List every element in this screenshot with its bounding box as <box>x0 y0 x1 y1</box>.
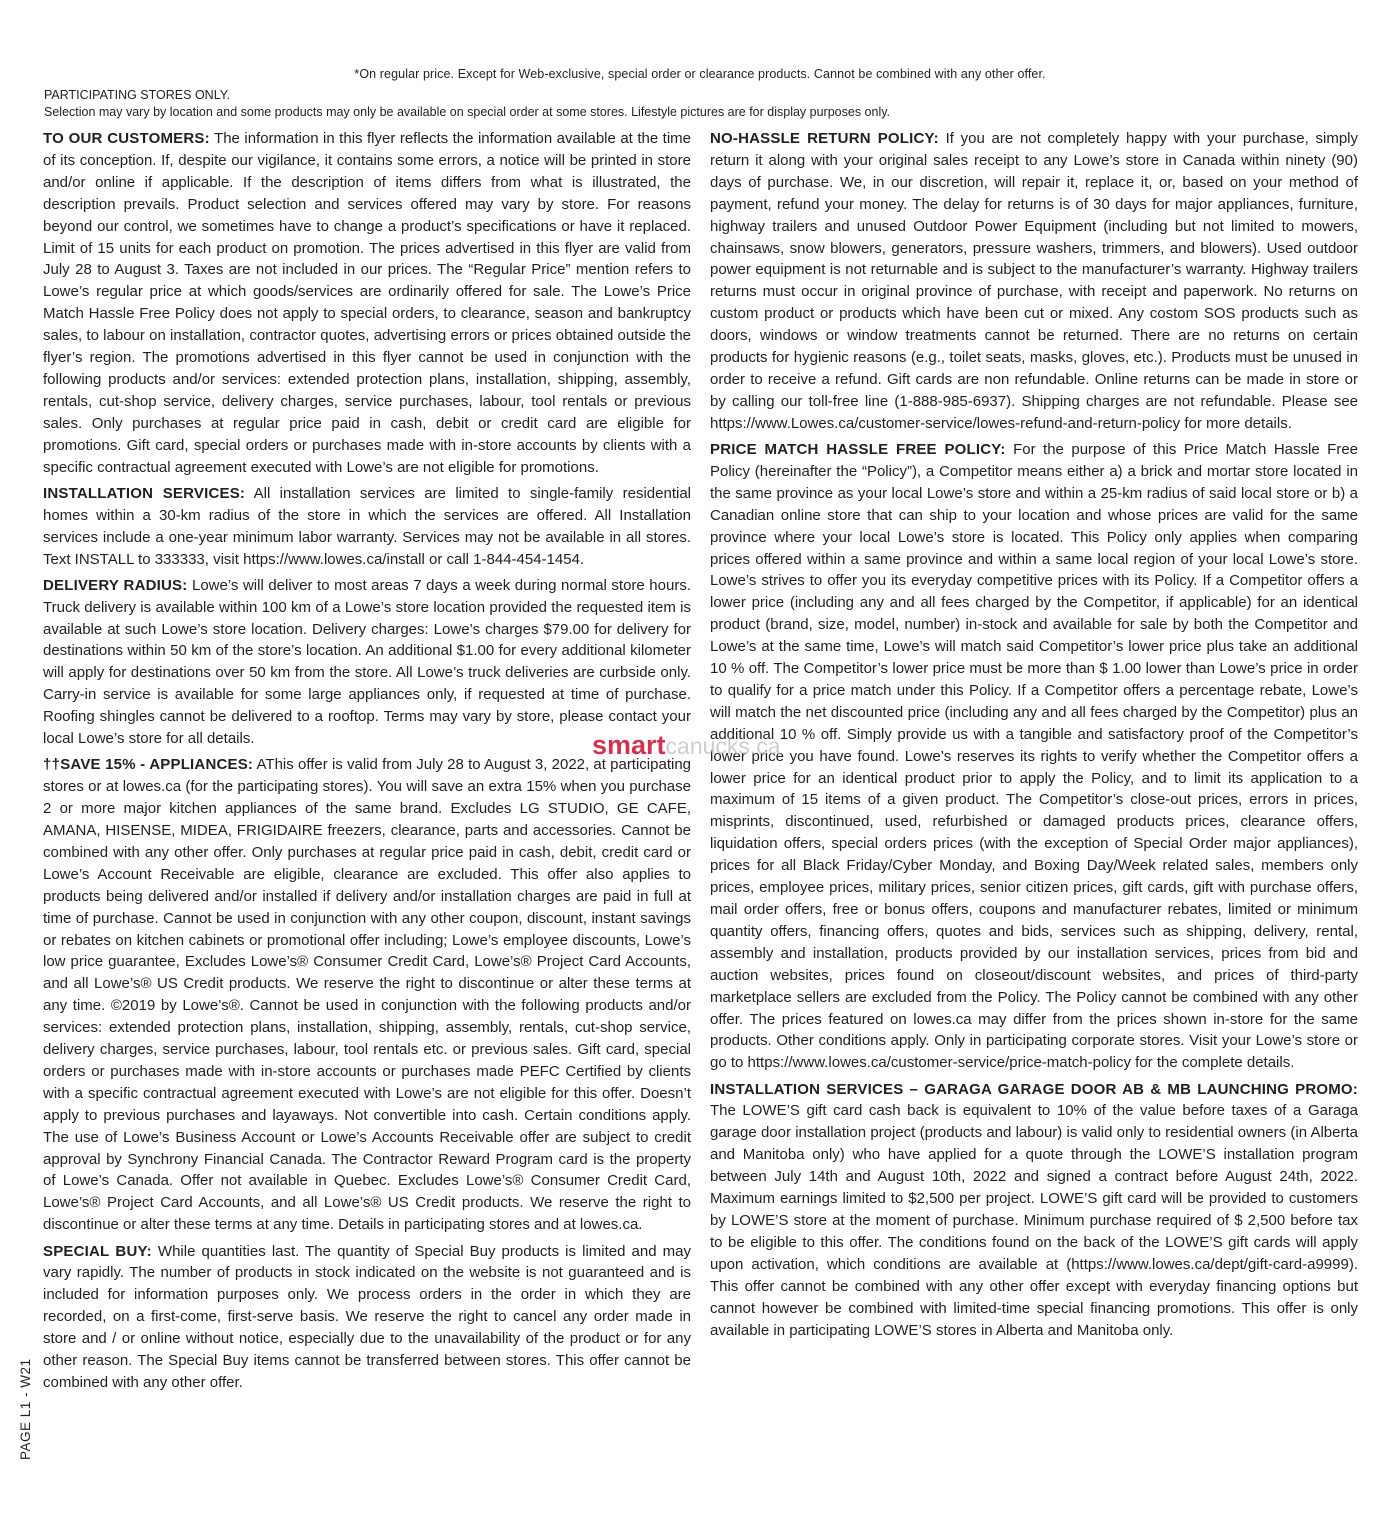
right-column <box>710 128 1358 1346</box>
regular-price-note: *On regular price. Except for Web-exclusive, special order or clearance products. Cannot be combined with any other offer. <box>354 67 1046 81</box>
left-column <box>43 128 691 1398</box>
section-heading: NO-HASSLE RETURN POLICY: <box>710 130 939 147</box>
to-our-customers-section <box>43 128 691 479</box>
section-body: AThis offer is valid from July 28 to August 3, 2022, at participating stores or at lowes.ca (for the participating stores). You will save an extra 15% when you purchase 2 or more major kitchen appliances of the same brand. Excludes LG STUDIO, GE CAFE, AMANA, HISENSE, MIDEA, FRIGIDAIRE freezers, clearance, parts and accessories. Cannot be combined with any other offer. Only purchases at regular price paid in cash, debit, credit card or Lowe’s Account Receivable are eligible, clearance are excluded. This offer also applies to products being delivered and/or installed if delivery and/or installation charges are paid in full at time of purchase. Cannot be used in conjunction with any other coupon, discount, instant savings or rebates on kitchen cabinets or promotional offer including; Lowe’s employee discounts, Lowe’s low price guarantee, Excludes Lowe’s® Consumer Credit Card, Lowe’s® Project Card Accounts, and all Lowe’s® US Credit products. We reserve the right to discontinue or alter these terms at any time. ©2019 by Lowe’s®. Cannot be used in conjunction with the following products and/or services: extended protection plans, installation, shipping, assembly, rentals, cut-shop service, delivery charges, service purchases, labour, tool rentals etc. or previous sales. Gift card, special orders or purchases made with in-store accounts or purchases made PEFC Certified by clients with a specific contractual agreement executed with Lowe’s are not eligible for this offer. Doesn’t apply to previous purchases and layaways. Not convertible into cash. Certain conditions apply. The use of Lowe’s Business Account or Lowe’s Accounts Receivable offer are subject to credit approval by Synchrony Financial Canada. The Contractor Reward Program card is the property of Lowe’s Canada. Offer not available in Quebec. Excludes Lowe’s® Consumer Credit Card, Lowe’s® Project Card Accounts, and all Lowe’s® US Credit products. We reserve the right to discontinue or alter these terms at any time. Details in participating stores and at lowes.ca. <box>43 756 692 1234</box>
section-body: For the purpose of this Price Match Hassle Free Policy (hereinafter the “Policy”), a Competitor means either a) a brick and mortar store located in the same province as your local Lowe’s store and within a 25-km radius of said local store or b) a Canadian online store that can ship to your location and whose prices are valid for the same province where your local Lowe’s store is located. This Policy only applies when comparing prices offered within a same province and within a same local region of your local Lowe’s store. Lowe’s strives to offer you its everyday competitive prices with its Policy. If a Competitor offers a lower price (including any and all fees charged by the Competitor, if applicable) for an identical product (brand, size, model, number) in-stock and available for sale by both the Competitor and Lowe’s at the same time, Lowe’s will match said Competitor’s lower price plus take an additional 10 % off. The Competitor’s lower price must be more than $ 1.00 lower than Lowe’s price in order to qualify for a price match under this Policy. If a Competitor offers a percentage rebate, Lowe’s will match the net discounted price (including any and all fees charged by the Competitor) plus an additional 10 % off. Simply provide us with a tangible and satisfactory proof of the Competitor’s lower price you have found. Lowe’s reserves its rights to verify whether the Competitor offers a lower price for an identical product prior to apply the Policy, and to limit its application to a maximum of 15 items of a given product. The Competitor’s close-out prices, errors in prices, misprints, discontinued, used, refurbished or damaged products prices, clearance offers, liquidation offers, special orders prices (with the exception of Special Order major appliances), prices for all Black Friday/Cyber Monday, and Boxing Day/Week related sales, members only prices, employee prices, military prices, senior citizen prices, gift cards, gift with purchase offers, mail order offers, free or bonus offers, coupons and manufacturer rebates, limited or minimum quantity offers, financing offers, quotes and bids, services such as shipping, delivery, rental, assembly and installation, products provided by our installation services, prices from bid and auction websites, prices found on closeout/discount websites, and prices of third-party marketplace sellers are excluded from the Policy. The Policy cannot be combined with any other offer. The prices featured on lowes.ca may differ from the prices shown in-store for the same products. Other conditions apply. Only in participating corporate stores. Visit your Lowe’s store or go to https://www.lowes.ca/customer-service/price-match-policy for the complete details. <box>710 440 1359 1072</box>
section-heading: INSTALLATION SERVICES – GARAGA GARAGE DOOR AB & MB LAUNCHING PROMO: <box>710 1080 1358 1098</box>
section-heading: SPECIAL BUY: <box>43 1242 152 1260</box>
section-body: The information in this flyer reflects the information available at the time of its conception. If, despite our vigilance, it contains some errors, a notice will be printed in store and/or online if applicable. If the description of items differs from what is illustrated, the description prevails. Product selection and services offered may vary by store. For reasons beyond our control, we sometimes have to change a product’s specifications or have it replaced. Limit of 15 units for each product on promotion. The prices advertised in this flyer are valid from July 28 to August 3. Taxes are not included in our prices. The “Regular Price” mention refers to Lowe’s regular price at which goods/services are ordinarily offered for sale. The Lowe’s Price Match Hassle Free Policy does not apply to special orders, to clearance, season and bankruptcy sales, to labour on installation, contractor quotes, advertising errors or prices obtained outside the flyer’s region. The promotions advertised in this flyer cannot be used in conjunction with the following products and/or services: extended protection plans, installation, shipping, assembly, rentals, cut-shop service, delivery charges, service purchases, labour, tool rentals or previous sales. Only purchases at regular price paid in cash, debit or credit card are eligible for promotions. Gift card, special orders or purchases made with in-store accounts by clients with a specific contractual agreement executed with Lowe’s are not eligible for promotions. <box>43 130 691 476</box>
return-policy-section <box>710 128 1358 435</box>
save-15-appliances-section <box>43 754 691 1236</box>
price-match-section <box>710 439 1358 1074</box>
section-body: The LOWE’S gift card cash back is equivalent to 10% of the value before taxes of a Garaga garage door installation project (products and labour) is valid only to residential owners (in Alberta and Manitoba only) who have applied for a quote through the LOWE’S installation program between July 14th and August 10th, 2022 and signed a contract before August 24th, 2022. Maximum earnings limited to $2,500 per project. LOWE’S gift card will be provided to customers by LOWE’S store at the moment of purchase. Minimum purchase required of $ 2,500 before tax to be eligible to this offer. The conditions found on the back of the LOWE’S gift cards will apply upon activation, which conditions are available at (https://www.lowes.ca/dept/gift-card-a9999). This offer cannot be combined with any other offer except with everyday financing options but cannot however be combined with limited-time special financing promotions. This offer is only available in participating LOWE’S stores in Alberta and Manitoba only. <box>710 1102 1358 1339</box>
section-heading: TO OUR CUSTOMERS: <box>43 130 210 147</box>
special-buy-section <box>43 1241 691 1394</box>
watermark-part-2: canucks.ca <box>665 733 781 759</box>
garaga-promo-section <box>710 1079 1358 1342</box>
participating-stores-note: PARTICIPATING STORES ONLY. <box>44 88 230 102</box>
watermark-part-1: smart <box>592 730 666 760</box>
page-code-label: PAGE L1 - W21 <box>18 1358 33 1460</box>
installation-services-section <box>43 483 691 571</box>
delivery-radius-section <box>43 575 691 750</box>
section-heading: INSTALLATION SERVICES: <box>43 484 246 502</box>
section-heading: DELIVERY RADIUS: <box>43 576 188 594</box>
section-heading: ††SAVE 15% - APPLIANCES: <box>43 756 254 774</box>
selection-note: Selection may vary by location and some products may only be available on special order at some stores. Lifestyle pictures are for display purposes only. <box>44 105 891 119</box>
section-body: Lowe’s will deliver to most areas 7 days a week during normal store hours. Truck delivery is available within 100 km of a Lowe’s store location provided the requested item is available at such Lowe’s store location. Delivery charges: Lowe’s charges $79.00 for delivery for destinations within 50 km of the store’s location. An additional $1.00 for every additional kilometer will apply for destinations over 50 km from the store. All Lowe’s truck deliveries are curbside only. Carry-in service is available for some large appliances only, if requested at time of purchase. Roofing shingles cannot be delivered to a rooftop. Terms may vary by store, please contact your local Lowe’s store for all details. <box>43 576 691 748</box>
section-body: All installation services are limited to single-family residential homes within a 30-km radius of the store in which the services are offered. All Installation services include a one-year minimum labor warranty. Services may not be available in all stores. Text INSTALL to 333333, visit https://www.lowes.ca/install or call 1-844-454-1454. <box>43 484 691 568</box>
section-heading: PRICE MATCH HASSLE FREE POLICY: <box>710 440 1006 458</box>
section-body: While quantities last. The quantity of Special Buy products is limited and may vary rapidly. The number of products in stock indicated on the website is not guaranteed and is included for information purposes only. We process orders in the order in which they are recorded, on a first-come, first-serve basis. We reserve the right to cancel any order made in store and / or online without notice, especially due to the unavailability of the product or for any other reason. The Special Buy items cannot be transferred between stores. This offer cannot be combined with any other offer. <box>43 1242 692 1391</box>
section-body: If you are not completely happy with your purchase, simply return it along with your original sales receipt to any Lowe’s store in Canada within ninety (90) days of purchase. We, in our discretion, will repair it, replace it, or, based on your method of payment, refund your money. The delay for returns is of 30 days for major appliances, furniture, highway trailers and unused Outdoor Power Equipment (including but not limited to mowers, chainsaws, snow blowers, generators, pressure washers, trimmers, and blowers). Used outdoor power equipment is not returnable and is subject to the manufacturer’s warranty. Highway trailers returns must occur in original province of purchase, with receipt and paperwork. No returns on custom product or products which have been cut or mixed. Any costom SOS products such as doors, windows or window treatments cannot be returned. There are no returns on certain products for hygienic reasons (e.g., toilet seats, masks, gloves, etc.). Products must be unused in order to receive a refund. Gift cards are non refundable. Online returns can be made in store or by calling our toll-free line (1-888-985-6937). Shipping charges are not refundable. Please see https://www.Lowes.ca/customer-service/lowes-refund-and-return-policy for more details. <box>710 130 1358 432</box>
